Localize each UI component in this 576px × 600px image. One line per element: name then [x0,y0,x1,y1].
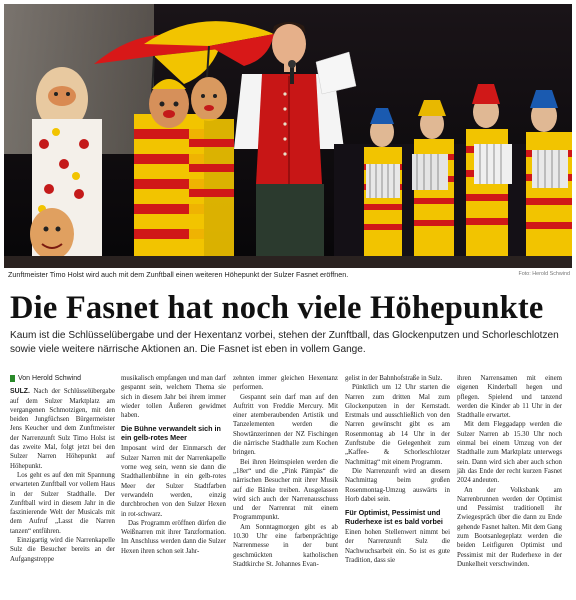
article-photo [4,4,572,268]
article-column-1 [10,374,115,564]
paragraph: zehnten immer gleichen Hexentanz performen. [233,375,338,392]
paragraph: Pünktlich um 12 Uhr starten die Narren zum dritten Mal zum Glockenputzen in der Kernstadt. Erstmals und ausschließlich von den Narren gewünscht gibt es am Rosenmontag ab 14 Uhr in der Zunftstube die Gelegenheit zum „Kaffee- & Schorleschlotzer Nachmittag“ mit einem Programm. [345,384,450,466]
paragraph: Einen hohen Stellenwert nimmt bei der Narrenzunft Sulz die Nachwuchsarbeit ein. So ist es gute Tradition, dass sie [345,529,450,565]
paragraph: Das Programm eröffnen dürfen die Weißnarren mit ihrer Tanzformation. Im Anschluss werden dann die Sulzer Hexen ihren schon seit Jahr- [121,519,226,555]
paragraph: gelist in der Bahnhofstraße in Sulz. [345,375,443,382]
paragraph: ihren Narrensamen mit einem eigenen Kinderball hegen und pflegen. Spielend und tanzend werden die Kinder ab 11 Uhr in der Stadthalle erwartet. [457,375,562,420]
photo-caption-row [8,270,572,282]
article-column-2 [121,374,226,556]
paragraph: Los geht es auf den mit Spannung erwarteten Zunftball vor vollem Haus in der Sulzer Stadthalle. Der Zunftball wird in diesem Jahr in die faszinierende Welt der Musicals mit dem Aufruf „Lasst die Narren tanzen“ entführen. [10,471,115,535]
paragraph: Am Sonntagmorgen gibt es ab 10.30 Uhr eine farbenprächtige Narrenmesse in der bunt geschmückten katholischen Stadtkirche St. Johannes Evan- [233,523,338,568]
dateline: SULZ. [10,388,30,396]
paragraph: musikalisch empfangen und man darf gespannt sein, welchem Thema sie sich in diesem Jahr bei ihrem immer wieder tollen Äußeren gewidmet haben. [121,375,226,420]
paragraph: Die Narrenzunft wird an diesem Nachmittag beim großen Rosenmontag-Umzug auswärts in Horb dabei sein. [345,467,450,503]
article-lead: Kaum ist die Schlüsselübergabe und der Hexentanz vorbei, stehen der Zunftball, das Glockenputzen und Schorleschlotzen sowie viele weitere närrische Aktionen an. Die Fasnet ist eben in vollem Gange. [10,330,559,355]
photo-caption: Zunftmeister Timo Holst wird auch mit dem Zunftball einen weiteren Höhepunkt der Sulzer Fasnet eröffnen. [8,270,349,279]
fasnet-stage-photo [4,4,572,268]
article-headline: Die Fasnet hat noch viele Höhepunkte [10,290,544,326]
paragraph: Mit dem Fleggadapp werden die Sulzer Narren ab 15.30 Uhr noch einmal bei einem Umzug von der Stadthalle zum Marktplatz unterwegs sein. Dann wird sich aber auch schon jäh das Ende der recht kurzen Fasnet 2024 andeuten. [457,421,562,485]
paragraph: Imposant wird der Einmarsch der Sulzer Narren mit der Narrenkapelle vorne weg sein, wenn sie dann die Stadthallenbühne in ein gelb-rotes Meer der Sulzer Stadtfarben verwandeln werden, einzig durchbrochen von den Sulzer Hexen in rot-schwarz. [121,445,226,518]
photo-credit: Foto: Herold Schwind [518,271,570,277]
paragraph: Bei ihren Heimspielen werden die „18er“ und die „Pink Pämpäs“ die närrischen Besucher mit ihrer Musik auf die Bänke treiben. Ausgelassen wird sich auch der Narrenausschuss und der Narrenrat mit einem Programmpunkt. [233,458,338,522]
article-body [0,374,576,600]
author-name: Von Herold Schwind [18,375,82,382]
author-line [10,374,115,383]
paragraph: Gespannt sein darf man auf den Auftritt von Freddie Mercury. Mit einer atemberaubenden Artistik und Tanzelementen werden die Showtänzerinnen der NZ Fischingen die närrische Stadthalle zum Kochen bringen. [233,393,338,457]
subheading: Für Optimist, Pessimist und Ruderhexe ist es bald vorbei [345,508,443,527]
paragraph: An der Volksbank am Narrenbrunnen werden der Optimist und Pessimist traditionell ihr Zwiegespräch über die dann zu Ende gehende Fasnet halten. Mit dem Gang zum Bootsanlegeplatz werden die beiden Leitfiguren Optimist und Pessimist mit der Ruderhexe in der Dunkelheit verschwinden. [457,486,562,568]
article-column-5 [457,374,562,569]
article-column-3 [233,374,338,569]
paragraph: SULZ. Nach der Schlüsselübergabe auf dem Sulzer Marktplatz am vergangenen Schmotzigen, mit den beiden Jungfüchsen Bürgermeister Jens Keucher und dem Zunftmeister der Narrenzunft Sulz Timo Holst ist das zweite Mal, folgt jetzt bei den Sulzer Narren Höhepunkt auf Höhepunkt. [10,388,115,470]
subheading: Die Bühne verwandelt sich in ein gelb-rotes Meer [121,424,221,443]
author-marker-icon [10,375,15,382]
article-column-4 [345,374,450,565]
paragraph: Einzigartig wird die Narrenkapelle Sulz die Besucher bereits an der Aufgangstreppe [10,537,115,563]
